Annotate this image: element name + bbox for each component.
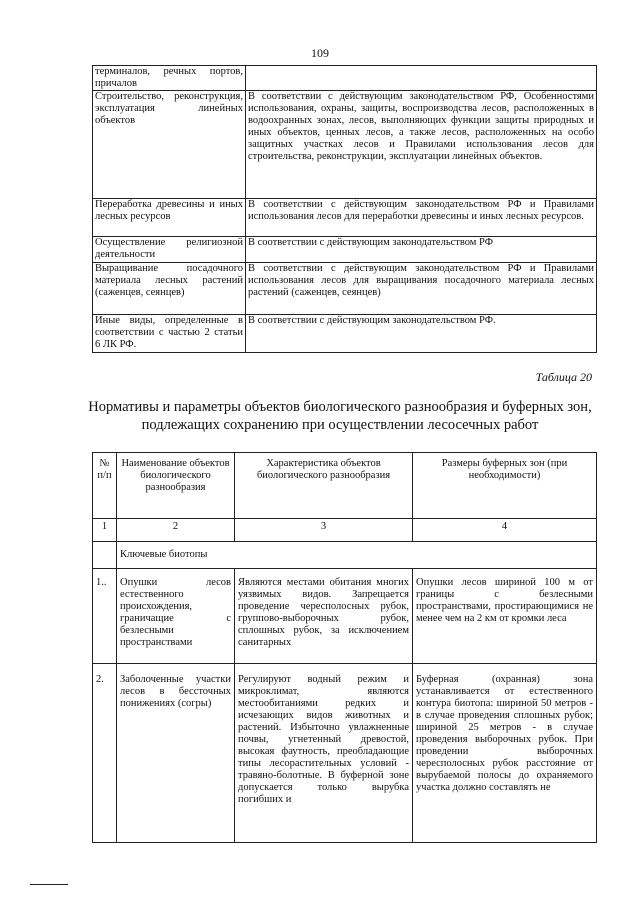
use-type-cell: Выращивание посадочного материала лесных растений (саженцев, сеянцев)	[93, 263, 246, 315]
section-title: Ключевые биотопы	[117, 542, 597, 569]
header-characteristics: Характеристика объектов биологического разнообразия	[235, 453, 413, 519]
object-description: Регулируют водный режим и микроклимат, являются местообитаниями редких и исчезающих видов животных и растений. Избыточно увлажненные почвы, угнетенный древостой, высокая фаутность, преобладающие типы лесорастительных условий - травяно-болотные. В буферной зоне допускается только вырубка погибших и	[235, 664, 413, 843]
land-use-table	[92, 65, 597, 353]
regulation-cell: В соответствии с действующим законодательством РФ, Особенностями использования, охраны, защиты, воспроизводства лесов, расположенных в водоохранных зонах, лесов, выполняющих функции защиты природных и иных объектов, ценных лесов, а также лесов, расположенных на особо защитных участках лесов и Правилами использования лесов для строительства, реконструкции, эксплуатации линейных объектов.	[246, 91, 597, 199]
header-name: Наименование объектов биологического разнообразия	[117, 453, 235, 519]
row-number: 1..	[93, 569, 117, 664]
header-buffer-size: Размеры буферных зон (при необходимости)	[413, 453, 597, 519]
header-number: № п/п	[93, 453, 117, 519]
regulation-cell: В соответствии с действующим законодательством РФ и Правилами использования лесов для выращивания посадочного материала лесных растений (саженцев, сеянцев)	[246, 263, 597, 315]
section-spacer	[93, 542, 117, 569]
use-type-cell: Переработка древесины и иных лесных ресурсов	[93, 199, 246, 237]
use-type-cell: терминалов, речных портов, причалов	[93, 66, 246, 91]
regulation-cell: В соответствии с действующим законодательством РФ и Правилами использования лесов для переработки древесины и иных лесных ресурсов.	[246, 199, 597, 237]
page-number: 109	[311, 46, 329, 60]
table-row	[93, 315, 597, 353]
table-row	[93, 237, 597, 263]
table-row	[93, 569, 597, 664]
table-title: Нормативы и параметры объектов биологического разнообразия и буферных зон, подлежащих сохранению при осуществлении лесосечных работ	[88, 399, 592, 433]
regulation-cell: В соответствии с действующим законодательством РФ	[246, 237, 597, 263]
footnote-divider	[30, 884, 68, 885]
use-type-cell: Осуществление религиозной деятельности	[93, 237, 246, 263]
table-row	[93, 66, 597, 91]
table-row	[93, 91, 597, 199]
table-row	[93, 664, 597, 843]
column-number: 3	[235, 519, 413, 542]
column-number: 2	[117, 519, 235, 542]
table-row	[93, 199, 597, 237]
table-row	[93, 263, 597, 315]
use-type-cell: Строительство, реконструкция, эксплуатация линейных объектов	[93, 91, 246, 199]
column-number-row	[93, 519, 597, 542]
table-caption: Таблица 20	[535, 370, 592, 384]
object-name: Опушки лесов естественного происхождения, граничащие с безлесными пространствами	[117, 569, 235, 664]
biodiversity-table	[92, 452, 597, 843]
section-row	[93, 542, 597, 569]
column-number: 4	[413, 519, 597, 542]
object-description: Являются местами обитания многих уязвимых видов. Запрещается проведение чересполосных рубок, группово-выборочных рубок, сплошных рубок, за исключением санитарных	[235, 569, 413, 664]
column-number: 1	[93, 519, 117, 542]
buffer-zone: Буферная (охранная) зона устанавливается от естественного контура биотопа: шириной 50 метров - в случае проведения сплошных рубок; шириной 25 метров - в случае проведения выборочных рубок. При проведении выборочных чересполосных рубок расстояние от вырубаемой полосы до охраняемого участка должно составлять не	[413, 664, 597, 843]
regulation-cell: В соответствии с действующим законодательством РФ.	[246, 315, 597, 353]
table-header-row	[93, 453, 597, 519]
object-name: Заболоченные участки лесов в бессточных понижениях (согры)	[117, 664, 235, 843]
buffer-zone: Опушки лесов шириной 100 м от границы с безлесными пространствами, простирающимися не менее чем на 2 км от кромки леса	[413, 569, 597, 664]
regulation-cell	[246, 66, 597, 91]
use-type-cell: Иные виды, определенные в соответствии с частью 2 статьи 6 ЛК РФ.	[93, 315, 246, 353]
row-number: 2.	[93, 664, 117, 843]
